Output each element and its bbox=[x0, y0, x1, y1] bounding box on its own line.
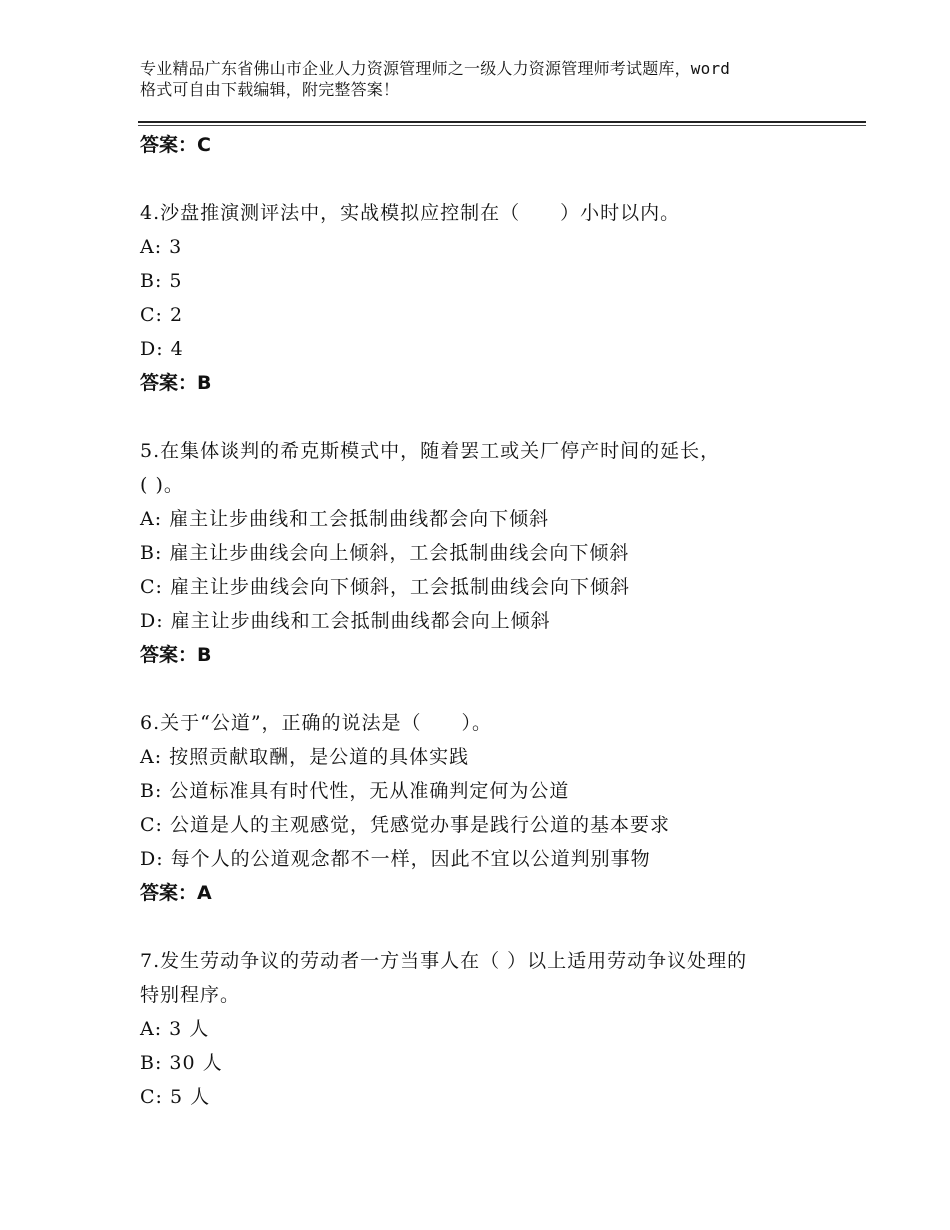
option-b: B: 5 bbox=[140, 270, 183, 292]
answer: 答案：B bbox=[140, 644, 212, 666]
option-a: A: 3 bbox=[140, 236, 183, 258]
header-title-line-2: 格式可自由下载编辑，附完整答案！ bbox=[140, 80, 400, 99]
option-d: D: 雇主让步曲线和工会抵制曲线都会向上倾斜 bbox=[140, 610, 551, 632]
option-d: D: 4 bbox=[140, 338, 184, 360]
header-rule-thin bbox=[138, 125, 866, 126]
previous-answer: 答案：C bbox=[140, 134, 211, 156]
question-text-continued: 特别程序。 bbox=[140, 984, 241, 1006]
question-text: 7.发生劳动争议的劳动者一方当事人在（ ）以上适用劳动争议处理的 bbox=[140, 950, 748, 972]
question-list bbox=[140, 128, 860, 1114]
option-c: C: 雇主让步曲线会向下倾斜，工会抵制曲线会向下倾斜 bbox=[140, 576, 630, 598]
question-7 bbox=[140, 944, 860, 1114]
header-title-line-1: 专业精品广东省佛山市企业人力资源管理师之一级人力资源管理师考试题库，word bbox=[140, 59, 731, 78]
option-c: C: 2 bbox=[140, 304, 184, 326]
question-4 bbox=[140, 196, 860, 400]
answer: 答案：A bbox=[140, 882, 212, 904]
header-rule-thick bbox=[138, 121, 866, 123]
option-b: B: 雇主让步曲线会向上倾斜，工会抵制曲线会向下倾斜 bbox=[140, 542, 630, 564]
question-text-continued: ( )。 bbox=[140, 474, 184, 496]
option-c: C: 公道是人的主观感觉，凭感觉办事是践行公道的基本要求 bbox=[140, 814, 670, 836]
option-a: A: 雇主让步曲线和工会抵制曲线都会向下倾斜 bbox=[140, 508, 550, 530]
option-a: A: 按照贡献取酬，是公道的具体实践 bbox=[140, 746, 470, 768]
question-5 bbox=[140, 434, 860, 672]
question-6 bbox=[140, 706, 860, 910]
option-d: D: 每个人的公道观念都不一样，因此不宜以公道判别事物 bbox=[140, 848, 651, 870]
option-b: B: 公道标准具有时代性，无从准确判定何为公道 bbox=[140, 780, 570, 802]
page-header bbox=[140, 58, 830, 100]
option-a: A: 3 人 bbox=[140, 1018, 210, 1040]
option-c: C: 5 人 bbox=[140, 1086, 211, 1108]
question-text: 5.在集体谈判的希克斯模式中，随着罢工或关厂停产时间的延长， bbox=[140, 440, 721, 462]
question-text: 4.沙盘推演测评法中，实战模拟应控制在（ ）小时以内。 bbox=[140, 202, 681, 224]
answer: 答案：B bbox=[140, 372, 212, 394]
question-text: 6.关于“公道”，正确的说法是（ ）。 bbox=[140, 712, 493, 734]
option-b: B: 30 人 bbox=[140, 1052, 223, 1074]
